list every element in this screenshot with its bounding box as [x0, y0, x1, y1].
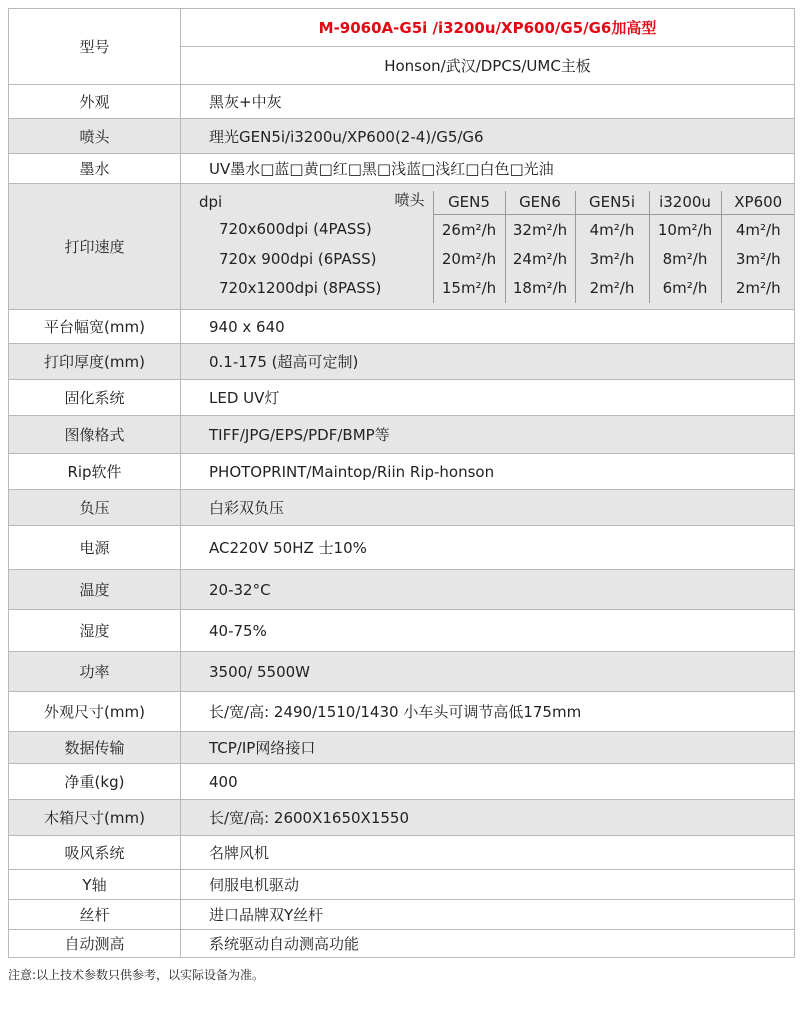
spec-value: TCP/IP网络接口 — [181, 732, 795, 764]
spec-label: 固化系统 — [9, 380, 181, 416]
spec-value: 400 — [181, 764, 795, 800]
spec-value: 白彩双负压 — [181, 490, 795, 526]
speed-value: 18m²/h — [505, 273, 575, 302]
nozzle-value: 理光GEN5i/i3200u/XP600(2-4)/G5/G6 — [181, 119, 795, 154]
spec-row — [9, 416, 795, 454]
head-i3200u: i3200u — [649, 191, 721, 215]
head-xp600: XP600 — [721, 191, 795, 215]
appearance-value: 黑灰+中灰 — [181, 85, 795, 119]
speed-value: 32m²/h — [505, 215, 575, 244]
speed-mode: 720x600dpi (4PASS) — [219, 220, 372, 239]
spec-value: AC220V 50HZ 士10% — [181, 526, 795, 570]
spec-row — [9, 344, 795, 380]
speed-value: 3m²/h — [575, 244, 649, 273]
spec-value: 进口品牌双Y丝杆 — [181, 900, 795, 930]
spec-row — [9, 310, 795, 344]
spec-value: 0.1-175 (超高可定制) — [181, 344, 795, 380]
spec-row — [9, 800, 795, 836]
speed-value: 20m²/h — [433, 244, 505, 273]
spec-row — [9, 610, 795, 652]
spec-value: 长/宽/高: 2600X1650X1550 — [181, 800, 795, 836]
spec-row — [9, 836, 795, 870]
spec-value: 伺服电机驱动 — [181, 870, 795, 900]
spec-value: 940 x 640 — [181, 310, 795, 344]
spec-value: 长/宽/高: 2490/1510/1430 小车头可调节高低175mm — [181, 692, 795, 732]
model-name: M-9060A-G5i /i3200u/XP600/G5/G6加高型 — [181, 9, 795, 47]
spec-label: 图像格式 — [9, 416, 181, 454]
speed-value: 4m²/h — [721, 215, 795, 244]
spec-label: 木箱尺寸(mm) — [9, 800, 181, 836]
ink-value: UV墨水□蓝□黄□红□黑□浅蓝□浅红□白色□光油 — [181, 154, 795, 184]
spec-value: 系统驱动自动测高功能 — [181, 930, 795, 958]
spec-row — [9, 870, 795, 900]
spec-value: 40-75% — [181, 610, 795, 652]
footnote: 注意:以上技术参数只供参考，以实际设备为准。 — [8, 968, 265, 982]
head-gen5: GEN5 — [433, 191, 505, 215]
speed-label: 打印速度 — [9, 184, 181, 310]
speed-value: 15m²/h — [433, 273, 505, 302]
spec-label: Y轴 — [9, 870, 181, 900]
spec-row — [9, 490, 795, 526]
speed-header-corner — [181, 191, 433, 215]
ink-label: 墨水 — [9, 154, 181, 184]
spec-label: 负压 — [9, 490, 181, 526]
spec-row — [9, 764, 795, 800]
spec-row — [9, 454, 795, 490]
spec-row — [9, 652, 795, 692]
spec-label: 湿度 — [9, 610, 181, 652]
spec-row — [9, 732, 795, 764]
speed-mode: 720x 900dpi (6PASS) — [219, 249, 377, 268]
spec-label: 温度 — [9, 570, 181, 610]
speed-value: 24m²/h — [505, 244, 575, 273]
dpi-label: dpi — [199, 192, 223, 211]
speed-value: 8m²/h — [649, 244, 721, 273]
spec-label: 自动测高 — [9, 930, 181, 958]
spec-row — [9, 900, 795, 930]
speed-value: 6m²/h — [649, 273, 721, 302]
spec-value: 名牌风机 — [181, 836, 795, 870]
spec-value: LED UV灯 — [181, 380, 795, 416]
spec-row — [9, 692, 795, 732]
spec-value: TIFF/JPG/EPS/PDF/BMP等 — [181, 416, 795, 454]
spec-label: 吸风系统 — [9, 836, 181, 870]
speed-value: 10m²/h — [649, 215, 721, 244]
spec-value: 3500/ 5500W — [181, 652, 795, 692]
spec-label: 平台幅宽(mm) — [9, 310, 181, 344]
spec-label: Rip软件 — [9, 454, 181, 490]
spec-label: 电源 — [9, 526, 181, 570]
nozzle-label: 喷头 — [9, 119, 181, 154]
spec-row — [9, 526, 795, 570]
spec-value: 20-32°C — [181, 570, 795, 610]
spec-label: 打印厚度(mm) — [9, 344, 181, 380]
head-gen6: GEN6 — [505, 191, 575, 215]
spec-row — [9, 570, 795, 610]
spec-table — [8, 8, 795, 958]
speed-value: 2m²/h — [575, 273, 649, 302]
spec-row — [9, 380, 795, 416]
speed-cell — [181, 184, 795, 310]
speed-grid — [181, 191, 795, 303]
head-gen5i: GEN5i — [575, 191, 649, 215]
speed-value: 26m²/h — [433, 215, 505, 244]
speed-value: 4m²/h — [575, 215, 649, 244]
model-label: 型号 — [9, 9, 181, 85]
speed-nozzle-label: 喷头 — [394, 190, 425, 209]
speed-value: 3m²/h — [721, 244, 795, 273]
spec-label: 净重(kg) — [9, 764, 181, 800]
spec-label: 功率 — [9, 652, 181, 692]
speed-mode: 720x1200dpi (8PASS) — [219, 278, 382, 297]
speed-value: 2m²/h — [721, 273, 795, 302]
spec-value: PHOTOPRINT/Maintop/Riin Rip-honson — [181, 454, 795, 490]
spec-row — [9, 930, 795, 958]
spec-label: 数据传输 — [9, 732, 181, 764]
spec-label: 外观尺寸(mm) — [9, 692, 181, 732]
spec-label: 丝杆 — [9, 900, 181, 930]
appearance-label: 外观 — [9, 85, 181, 119]
board-value: Honson/武汉/DPCS/UMC主板 — [181, 47, 795, 85]
